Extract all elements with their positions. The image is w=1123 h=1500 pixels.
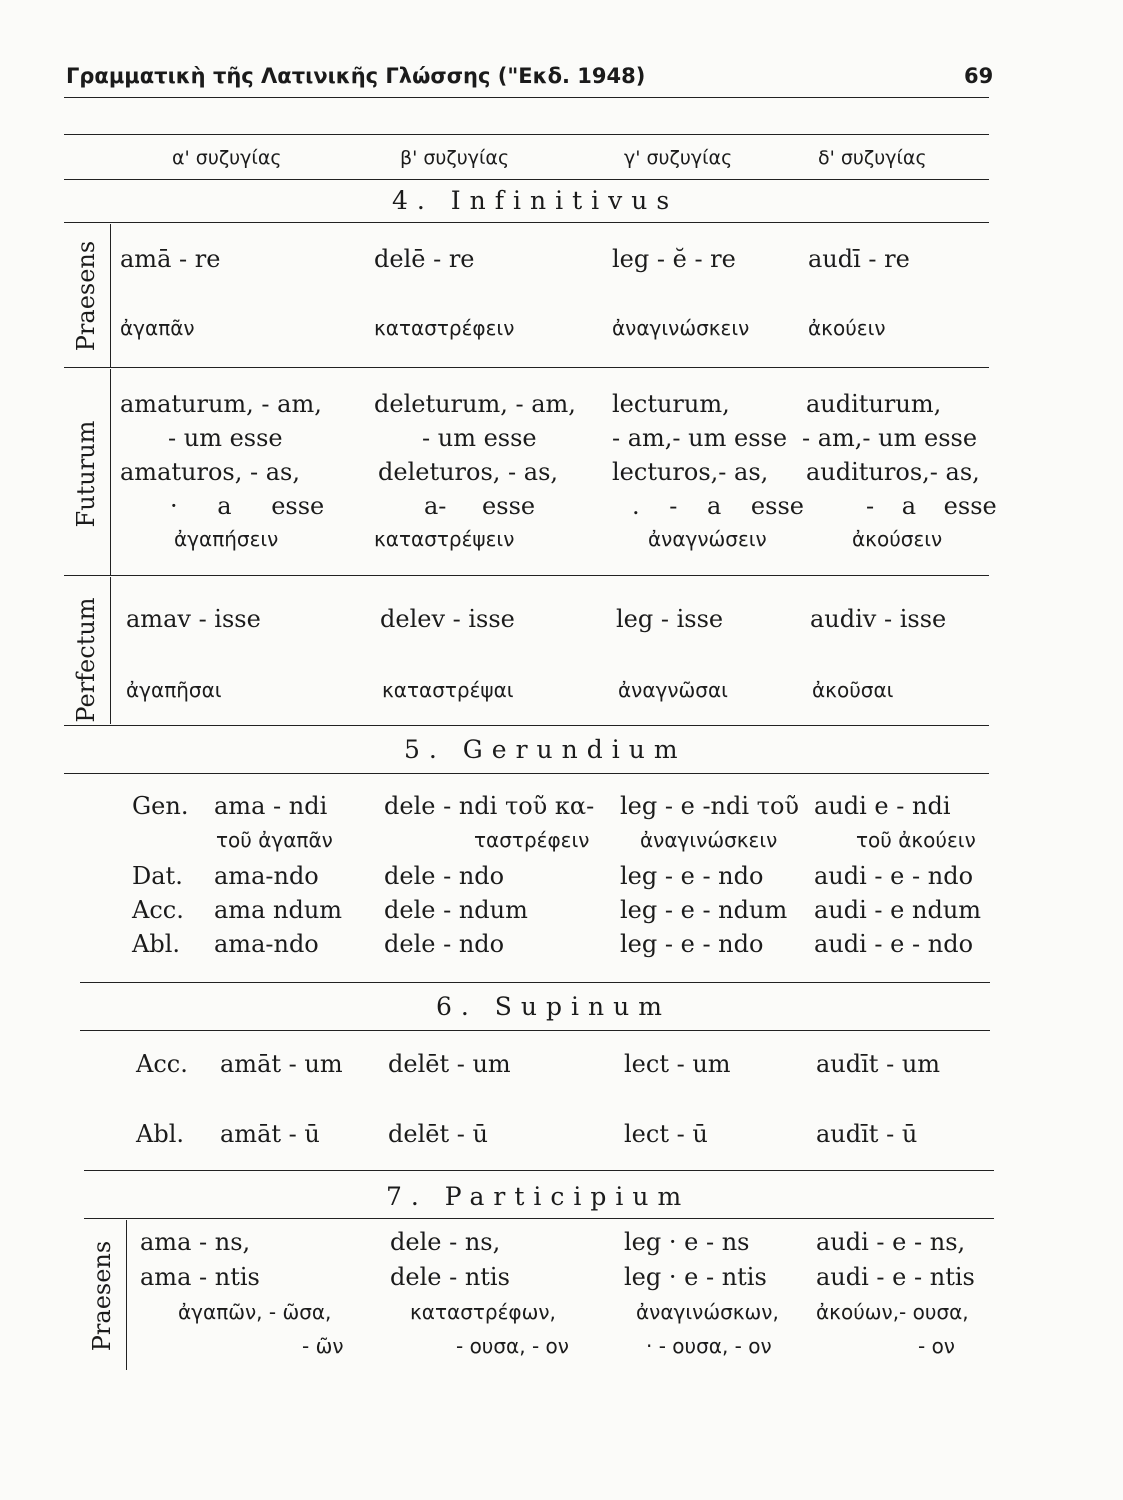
running-title: Γραμματικὴ τῆς Λατινικῆς Γλώσσης ("Εκδ. 1948)	[66, 64, 646, 88]
cell: a- esse	[424, 492, 536, 520]
cell: καταστρέφειν	[374, 316, 515, 340]
cell: ἀναγνώσειν	[648, 527, 767, 551]
vertical-rule	[110, 369, 111, 575]
cell: τοῦ ἀγαπᾶν	[216, 828, 333, 852]
cell: ἀκούων,- ουσα,	[816, 1300, 969, 1324]
section-title-supinum: 6. Supinum	[436, 992, 671, 1021]
cell: - am,- um esse	[612, 424, 788, 452]
cell: audi - e - ndo	[814, 930, 974, 958]
cell: καταστρέψειν	[374, 527, 515, 551]
rule	[84, 1218, 994, 1219]
cell: ama-ndo	[214, 862, 319, 890]
cell: amā - re	[120, 245, 221, 273]
cell: · a esse	[170, 492, 325, 520]
cell: delev - isse	[380, 605, 515, 633]
vertical-rule	[110, 224, 111, 368]
label-futurum: Futurum	[72, 420, 100, 528]
cell: ama ndum	[214, 896, 343, 924]
cell: ἀγαπήσειν	[174, 527, 279, 551]
column-heading-4: δ' συζυγίας	[818, 147, 927, 169]
rule	[64, 222, 989, 223]
cell: amāt - um	[220, 1050, 343, 1078]
cell: ἀναγνῶσαι	[618, 678, 728, 702]
cell: ἀγαπᾶν	[120, 316, 195, 340]
column-heading-3: γ' συζυγίας	[624, 147, 733, 169]
cell: auditurum,	[806, 390, 942, 418]
cell: ama-ndo	[214, 930, 319, 958]
cell: lect - ū	[624, 1120, 708, 1148]
rule	[80, 982, 990, 983]
cell: audi - e - ns,	[816, 1228, 966, 1256]
vertical-rule	[110, 577, 111, 724]
cell: ἀκούσειν	[852, 527, 943, 551]
section-title-participium: 7. Participium	[386, 1182, 691, 1211]
cell: - um esse	[168, 424, 283, 452]
cell: audi e - ndi	[814, 792, 951, 820]
cell: · - ουσα, - ον	[646, 1334, 772, 1358]
label-praesens: Praesens	[72, 240, 100, 352]
cell: καταστρέφων,	[410, 1300, 556, 1324]
cell: leg - e -ndi τοῦ	[620, 792, 799, 820]
cell: deleturum, - am,	[374, 390, 576, 418]
cell: leg - isse	[616, 605, 724, 633]
cell: leg - e - ndo	[620, 862, 764, 890]
cell: ἀναγινώσκειν	[612, 316, 750, 340]
cell: amaturum, - am,	[120, 390, 322, 418]
cell: - ῶν	[302, 1334, 344, 1358]
cell: καταστρέψαι	[382, 678, 514, 702]
vertical-rule	[126, 1220, 127, 1370]
cell: leg - e - ndum	[620, 896, 788, 924]
rule	[80, 1030, 990, 1031]
cell: delēt - um	[388, 1050, 511, 1078]
cell: amāt - ū	[220, 1120, 320, 1148]
cell: τοῦ ἀκούειν	[856, 828, 976, 852]
cell: - um esse	[422, 424, 537, 452]
cell: dele - ntis	[390, 1263, 510, 1291]
page-number: 69	[964, 64, 994, 88]
cell: delēt - ū	[388, 1120, 488, 1148]
cell: audīt - um	[816, 1050, 941, 1078]
rule	[84, 1170, 994, 1171]
column-heading-2: β' συζυγίας	[400, 147, 510, 169]
cell: ἀκούειν	[808, 316, 886, 340]
cell: lect - um	[624, 1050, 731, 1078]
cell: delē - re	[374, 245, 475, 273]
cell: - ον	[918, 1334, 955, 1358]
column-heading-1: α' συζυγίας	[172, 147, 282, 169]
rule	[64, 179, 989, 180]
cell: amav - isse	[126, 605, 261, 633]
cell: dele - ndo	[384, 930, 505, 958]
label-perfectum: Perfectum	[72, 597, 100, 723]
cell: ἀκοῦσαι	[812, 678, 894, 702]
cell: leg · e - ns	[624, 1228, 750, 1256]
cell: deleturos, - as,	[378, 458, 559, 486]
cell: leg - e - ndo	[620, 930, 764, 958]
case-label: Dat.	[132, 862, 183, 890]
cell: lecturos,- as,	[612, 458, 769, 486]
cell: leg - ĕ - re	[612, 245, 736, 273]
cell: audi - e - ntis	[816, 1263, 975, 1291]
case-label: Acc.	[132, 896, 184, 924]
rule	[64, 725, 989, 726]
section-title-gerundium: 5. Gerundium	[404, 735, 687, 764]
cell: ἀναγινώσκειν	[640, 828, 778, 852]
rule	[64, 367, 989, 368]
cell: dele - ns,	[390, 1228, 501, 1256]
cell: - ουσα, - ον	[456, 1334, 569, 1358]
cell: ἀγαπῆσαι	[126, 678, 222, 702]
case-label: Abl.	[132, 930, 180, 958]
cell: audīt - ū	[816, 1120, 918, 1148]
case-label: Gen.	[132, 792, 189, 820]
cell: audi - e - ndo	[814, 862, 974, 890]
cell: audituros,- as,	[806, 458, 980, 486]
cell: dele - ndo	[384, 862, 505, 890]
case-label: Abl.	[136, 1120, 184, 1148]
cell: audī - re	[808, 245, 910, 273]
cell: audiv - isse	[810, 605, 947, 633]
section-title-infinitivus: 4. Infinitivus	[392, 186, 679, 215]
cell: ama - ndi	[214, 792, 328, 820]
cell: ἀναγινώσκων,	[636, 1300, 779, 1324]
cell: ama - ntis	[140, 1263, 260, 1291]
cell: ἀγαπῶν, - ῶσα,	[178, 1300, 332, 1324]
cell: dele - ndi τοῦ κα-	[384, 792, 595, 820]
cell: lecturum,	[612, 390, 730, 418]
case-label: Acc.	[136, 1050, 188, 1078]
cell: leg · e - ntis	[624, 1263, 767, 1291]
cell: ταστρέφειν	[474, 828, 590, 852]
cell: ama - ns,	[140, 1228, 251, 1256]
cell: amaturos, - as,	[120, 458, 300, 486]
rule	[64, 575, 989, 576]
rule	[64, 773, 989, 774]
cell: . - a esse	[632, 492, 804, 520]
cell: dele - ndum	[384, 896, 528, 924]
rule	[64, 134, 989, 135]
cell: - a esse	[866, 492, 997, 520]
cell: audi - e ndum	[814, 896, 982, 924]
label-praesens: Praesens	[88, 1240, 116, 1352]
cell: - am,- um esse	[802, 424, 978, 452]
header-rule	[64, 97, 989, 98]
